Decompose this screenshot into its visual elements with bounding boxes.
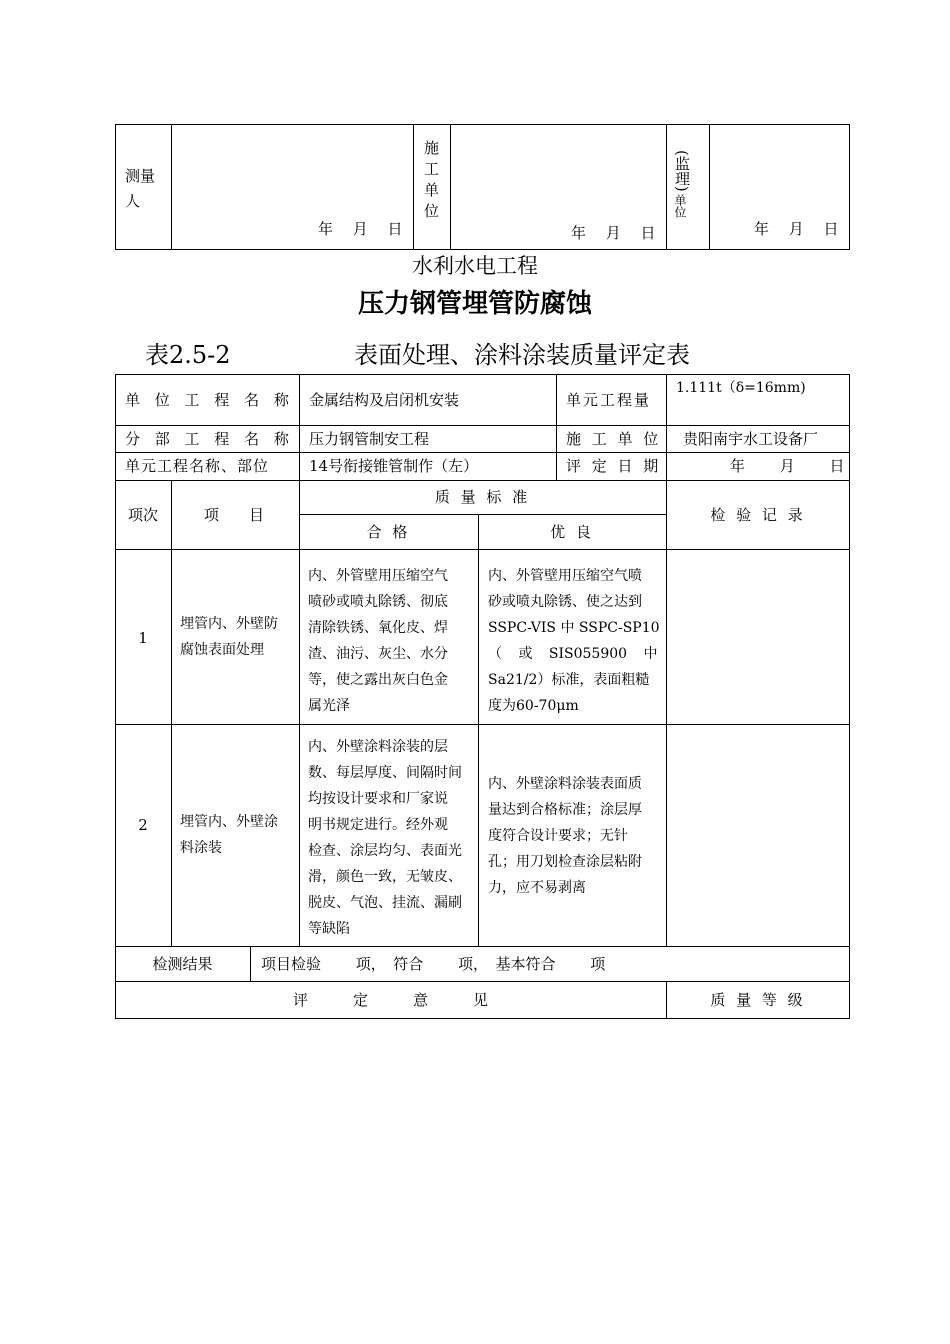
quality-grade-label: 质 量 等 级 xyxy=(710,991,806,1009)
surveyor-label: 测量人 xyxy=(125,167,156,210)
row-divider xyxy=(115,981,850,982)
supervision-label-top: (监理) xyxy=(673,150,691,192)
surveyor-date: 年 月 日 xyxy=(318,220,403,238)
col-standard-header: 质 量 标 准 xyxy=(434,488,531,506)
divider xyxy=(666,124,667,250)
text-line: 喷砂或喷丸除锈、彻底 xyxy=(308,594,448,610)
sign-table xyxy=(115,124,850,250)
text-line: （ 或 SIS055900 中 xyxy=(488,646,658,662)
table-number: 表2.5-2 xyxy=(145,341,231,369)
col-no-header: 项次 xyxy=(128,506,159,524)
text-line: Sa21/2）标准，表面粗糙 xyxy=(488,672,650,688)
text-line: 均按设计要求和厂家说 xyxy=(308,791,448,807)
text-line: 明书规定进行。经外观 xyxy=(308,817,448,833)
col-record-header: 检 验 记 录 xyxy=(710,506,806,524)
col-excellent-header: 优 良 xyxy=(550,523,594,541)
element-name-label: 单元工程名称、部位 xyxy=(125,457,270,475)
col-divider xyxy=(666,374,667,480)
supervision-label-bottom: 单位 xyxy=(673,193,687,218)
text-line: 数、每层厚度、间隔时间 xyxy=(308,765,462,781)
row-divider xyxy=(115,425,850,426)
text-line: 孔；用刀划检查涂层粘附 xyxy=(488,854,642,870)
divider xyxy=(171,124,172,250)
construction-unit-label: 施 工 单 位 xyxy=(566,430,662,448)
text-line: 内、外管壁用压缩空气喷 xyxy=(488,568,642,584)
text-line: 度符合设计要求；无针 xyxy=(488,828,628,844)
row-divider xyxy=(115,724,850,725)
supervision-date: 年 月 日 xyxy=(754,220,839,238)
result-text: 项目检验 项， 符合 项， 基本符合 项 xyxy=(261,955,606,973)
row1-pass-standard xyxy=(308,563,448,719)
divider xyxy=(450,124,451,250)
row2-pass-standard xyxy=(308,734,462,942)
text-line: 清除铁锈、氧化皮、焊 xyxy=(308,620,448,636)
header-line2: 压力钢管埋管防腐蚀 xyxy=(357,289,592,319)
text-line: 量达到合格标准；涂层厚 xyxy=(488,802,642,818)
row-divider xyxy=(115,946,850,947)
eval-date-value: 年 月 日 xyxy=(730,457,845,475)
eval-date-label: 评 定 日 期 xyxy=(566,457,662,475)
table-title: 表面处理、涂料涂装质量评定表 xyxy=(354,341,690,369)
text-line: 检查、涂层均匀、表面光 xyxy=(308,843,462,859)
col-divider xyxy=(478,514,479,946)
text-line: SSPC-VIS 中 SSPC-SP10 xyxy=(488,620,660,636)
opinion-label: 评 定 意 见 xyxy=(292,991,488,1009)
unit-project-value: 金属结构及启闭机安装 xyxy=(309,391,460,409)
text-line: 渣、油污、灰尘、水分 xyxy=(308,646,448,662)
col-divider xyxy=(666,480,667,946)
row2-item-line: 埋管内、外壁涂 xyxy=(180,814,278,830)
divider xyxy=(709,124,710,250)
unit-project-label: 单 位 工 程 名 称 xyxy=(125,391,294,409)
text-line: 内、外壁涂料涂装的层 xyxy=(308,739,448,755)
row1-no: 1 xyxy=(138,629,148,647)
text-line: 等缺陷 xyxy=(308,921,350,937)
row1-excellent-standard xyxy=(488,563,660,719)
text-line: 脱皮、气泡、挂流、漏刷 xyxy=(308,895,462,911)
row-divider xyxy=(115,452,850,453)
row2-no: 2 xyxy=(138,816,148,834)
text-line: 内、外壁涂料涂装表面质 xyxy=(488,776,642,792)
element-project-value: 1.111t（δ=16mm) xyxy=(676,380,806,396)
element-project-label: 单元工程量 xyxy=(566,391,652,409)
col-divider xyxy=(171,480,172,946)
row1-item xyxy=(180,611,278,663)
col-divider xyxy=(250,946,251,981)
sub-project-value: 压力钢管制安工程 xyxy=(309,430,430,448)
col-divider xyxy=(299,480,300,946)
text-line: 度为60-70μm xyxy=(488,698,579,714)
text-line: 力，应不易剥离 xyxy=(488,880,586,896)
row-divider xyxy=(115,480,850,481)
row-divider xyxy=(115,549,850,550)
row1-item-line: 埋管内、外壁防 xyxy=(180,616,278,632)
col-divider xyxy=(299,374,300,480)
col-divider xyxy=(556,374,557,480)
row1-item-line: 腐蚀表面处理 xyxy=(180,642,264,658)
row-divider xyxy=(299,514,666,515)
text-line: 属光泽 xyxy=(308,698,350,714)
col-item-header: 项 目 xyxy=(204,506,265,524)
text-line: 内、外管壁用压缩空气 xyxy=(308,568,448,584)
result-label: 检测结果 xyxy=(152,955,213,973)
col-pass-header: 合 格 xyxy=(366,523,411,541)
text-line: 等，使之露出灰白色金 xyxy=(308,672,448,688)
row2-excellent-standard xyxy=(488,771,642,901)
construction-unit-value: 贵阳南宇水工设备厂 xyxy=(683,430,819,448)
row2-item xyxy=(180,809,278,861)
text-line: 滑，颜色一致，无皱皮、 xyxy=(308,869,462,885)
supervision-unit-label xyxy=(672,150,690,218)
construction-unit-label: 施工单位 xyxy=(422,140,440,224)
text-line: 砂或喷丸除锈、使之达到 xyxy=(488,594,642,610)
sub-project-label: 分 部 工 程 名 称 xyxy=(125,430,294,448)
divider xyxy=(413,124,414,250)
construction-date: 年 月 日 xyxy=(571,224,656,242)
row2-item-line: 料涂装 xyxy=(180,840,222,856)
header-line1: 水利水电工程 xyxy=(412,254,538,278)
element-name-value: 14号衔接锥管制作（左） xyxy=(309,457,479,475)
